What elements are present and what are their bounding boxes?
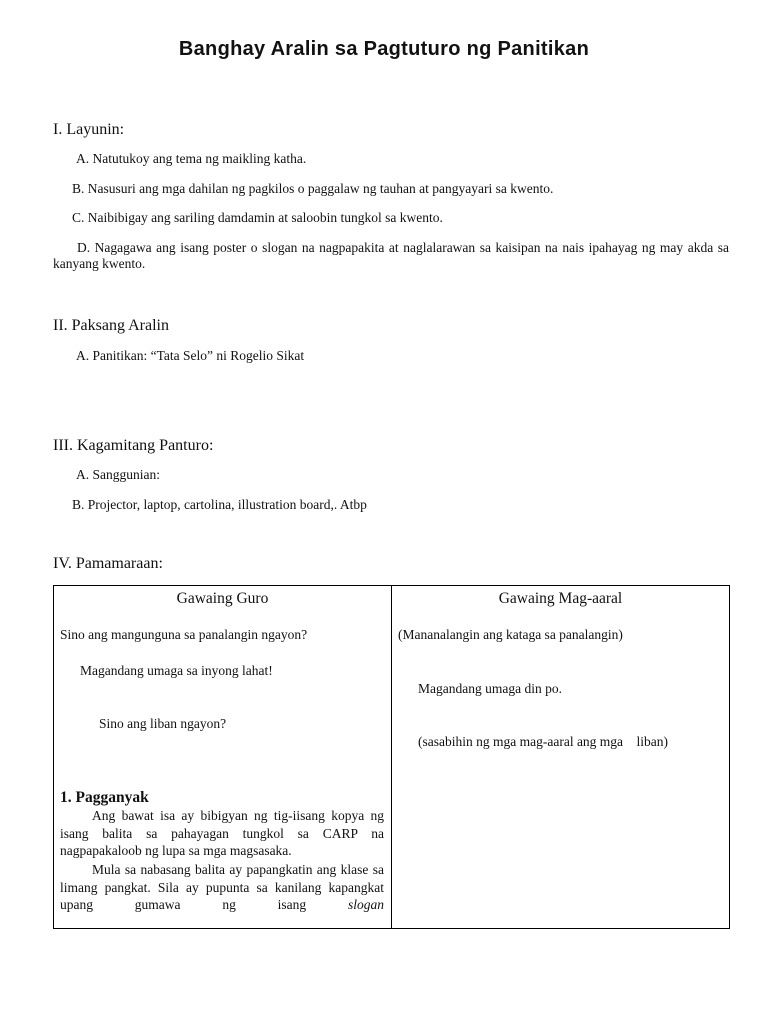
procedure-table	[53, 585, 730, 929]
header-gawaing-guro: Gawaing Guro	[176, 590, 269, 607]
layunin-item-d: D. Nagagawa ang isang poster o slogan na nagpapakita at naglalarawan sa kaisipan na nais ipahayag ng may akda sa kanyang kwento.	[53, 240, 729, 271]
section-heading-paksang-aralin: II. Paksang Aralin	[53, 317, 169, 334]
section-heading-pamamaraan: IV. Pamamaraan:	[53, 555, 163, 572]
document-title: Banghay Aralin sa Pagtuturo ng Panitikan	[178, 38, 590, 60]
table-column-divider	[391, 586, 392, 928]
section-heading-kagamitang-panturo: III. Kagamitang Panturo:	[53, 437, 214, 454]
mag-aaral-line-bati: Magandang umaga din po.	[418, 681, 562, 696]
layunin-item-c: C. Naibibigay ang sariling damdamin at saloobin tungkol sa kwento.	[72, 210, 443, 225]
pagganyak-paragraph-2-text: Mula sa nabasang balita ay papangkatin ang klase sa limang pangkat. Sila ay pupunta sa kanilang kapangkat upang gumawa ng isang	[60, 862, 384, 912]
guro-line-liban: Sino ang liban ngayon?	[99, 716, 227, 731]
guro-line-panalangin: Sino ang mangunguna sa panalangin ngayon?	[60, 627, 308, 642]
pagganyak-heading: 1. Pagganyak	[60, 789, 149, 806]
pagganyak-slogan-italic: slogan	[347, 897, 384, 912]
paksang-aralin-item-a: A. Panitikan: “Tata Selo” ni Rogelio Sikat	[76, 348, 305, 363]
pagganyak-paragraph-2	[60, 861, 384, 914]
kagamitan-item-b: B. Projector, laptop, cartolina, illustration board,. Atbp	[72, 497, 367, 512]
kagamitan-item-a: A. Sanggunian:	[76, 467, 160, 482]
mag-aaral-line-liban: (sasabihin ng mga mag-aaral ang mga liban)	[418, 734, 669, 749]
mag-aaral-line-panalangin: (Mananalangin ang kataga sa panalangin)	[398, 627, 623, 642]
pagganyak-paragraph-1: Ang bawat isa ay bibigyan ng tig-iisang kopya ng isang balita sa pahayagan tungkol sa CARP na nagpapakaloob ng lupa sa mga magsasaka.	[60, 808, 384, 858]
section-heading-layunin: I. Layunin:	[53, 121, 125, 138]
layunin-item-b: B. Nasusuri ang mga dahilan ng pagkilos o paggalaw ng tauhan at pangyayari sa kwento.	[72, 181, 554, 196]
header-gawaing-mag-aaral: Gawaing Mag-aaral	[498, 590, 623, 607]
layunin-item-a: A. Natutukoy ang tema ng maikling katha.	[76, 151, 307, 166]
guro-line-bati: Magandang umaga sa inyong lahat!	[80, 663, 273, 678]
